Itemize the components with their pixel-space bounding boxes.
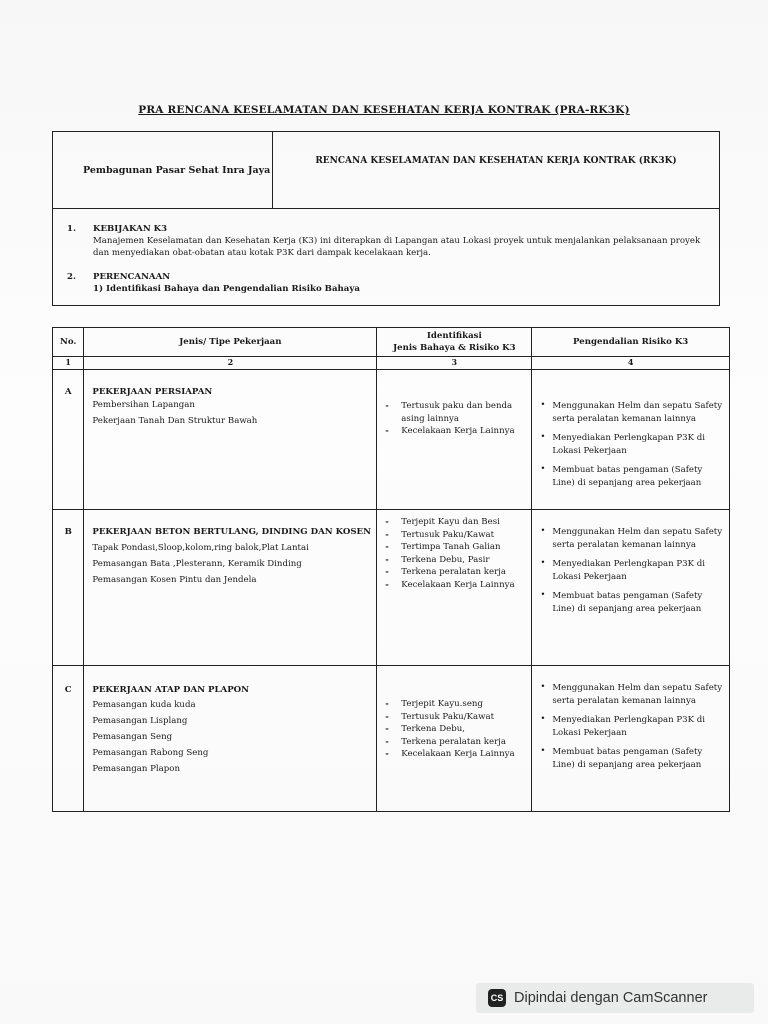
header-hazard-line1: Identifikasi <box>426 330 482 341</box>
control-item: • Menyediakan Perlengkapan P3K di Lokasi Pekerjaan <box>534 558 725 583</box>
index-3: 3 <box>377 357 532 370</box>
table-row <box>53 370 730 510</box>
job-title: PEKERJAAN PERSIAPAN <box>92 387 213 397</box>
job-title: PEKERJAAN BETON BERTULANG, DINDING DAN KOSEN <box>92 527 371 537</box>
section-2-heading <box>67 271 711 283</box>
project-name: Pembagunan Pasar Sehat Inra Jaya <box>53 132 273 208</box>
hazard-item: - Terkena Debu, Pasir <box>379 554 527 567</box>
document-frame <box>52 131 720 306</box>
section-2-subtitle: 1) Identifikasi Bahaya dan Pengendalian Risiko Bahaya <box>93 284 360 294</box>
table-header-row <box>53 328 730 357</box>
header-control: Pengendalian Risiko K3 <box>532 328 730 357</box>
job-item: Pembersihan Lapangan <box>92 399 195 410</box>
hazard-item: - Tertusuk paku dan benda asing lainnya <box>379 400 527 425</box>
table-row <box>53 666 730 812</box>
hazard-item: - Terkena peralatan kerja <box>379 566 527 579</box>
index-4: 4 <box>532 357 730 370</box>
hazard-item: - Terkena Debu, <box>379 723 527 736</box>
control-item: • Menggunakan Helm dan sepatu Safety serta peralatan kemanan lainnya <box>534 526 725 551</box>
job-title: PEKERJAAN ATAP DAN PLAPON <box>92 685 250 695</box>
hazard-item: - Tertusuk Paku/Kawat <box>379 529 527 542</box>
control-item: • Menyediakan Perlengkapan P3K di Lokasi Pekerjaan <box>534 432 725 457</box>
index-2: 2 <box>84 357 377 370</box>
control-item: • Membuat batas pengaman (Safety Line) di sepanjang area pekerjaan <box>534 464 725 489</box>
control-item: • Menggunakan Helm dan sepatu Safety serta peralatan kemanan lainnya <box>534 682 725 707</box>
hazard-item: - Terkena peralatan kerja <box>379 736 527 749</box>
document-title: PRA RENCANA KESELAMATAN DAN KESEHATAN KERJA KONTRAK (PRA-RK3K) <box>138 104 630 116</box>
index-1: 1 <box>53 357 84 370</box>
job-item: Pemasangan Rabong Seng <box>92 747 209 758</box>
section-2-number: 2. <box>67 272 76 282</box>
hazard-item: - Tertusuk Paku/Kawat <box>379 711 527 724</box>
table-index-row <box>53 357 730 370</box>
job-item: Pemasangan Kosen Pintu dan Jendela <box>92 575 257 585</box>
camscanner-logo-icon: CS <box>488 989 506 1007</box>
row-number: B <box>64 527 72 537</box>
control-item: • Membuat batas pengaman (Safety Line) di sepanjang area pekerjaan <box>534 746 725 771</box>
control-item: • Menyediakan Perlengkapan P3K di Lokasi Pekerjaan <box>534 714 725 739</box>
header-hazard-line2: Jenis Bahaya & Risiko K3 <box>393 343 516 353</box>
policy-section <box>53 209 719 305</box>
header-hazard <box>377 328 532 357</box>
hazard-item: - Kecelakaan Kerja Lainnya <box>379 425 527 438</box>
camscanner-label: Dipindai dengan CamScanner <box>514 990 708 1006</box>
camscanner-watermark <box>476 983 754 1013</box>
section-1-title: KEBIJAKAN K3 <box>93 224 168 234</box>
job-item: Tapak Pondasi,Sloop,kolom,ring balok,Plat Lantai <box>92 543 309 553</box>
header-no: No. <box>53 328 84 357</box>
row-number: A <box>64 387 72 397</box>
hazard-item: - Terjepit Kayu dan Besi <box>379 516 527 529</box>
plan-title: RENCANA KESELAMATAN DAN KESEHATAN KERJA KONTRAK (RK3K) <box>315 156 677 166</box>
row-number: C <box>64 685 72 695</box>
control-item: • Membuat batas pengaman (Safety Line) di sepanjang area pekerjaan <box>534 590 725 615</box>
control-item: • Menggunakan Helm dan sepatu Safety serta peralatan kemanan lainnya <box>534 400 725 425</box>
table-row <box>53 510 730 666</box>
header-job: Jenis/ Tipe Pekerjaan <box>84 328 377 357</box>
section-2-title: PERENCANAAN <box>93 272 171 282</box>
job-item: Pemasangan Seng <box>92 731 173 742</box>
section-1-number: 1. <box>67 224 76 234</box>
hazard-table <box>52 327 730 812</box>
job-item: Pemasangan Bata ,Plesterann, Keramik Dinding <box>92 559 302 569</box>
job-item: Pemasangan Lisplang <box>92 715 188 726</box>
hazard-item: - Kecelakaan Kerja Lainnya <box>379 748 527 761</box>
hazard-item: - Tertimpa Tanah Galian <box>379 541 527 554</box>
job-item: Pekerjaan Tanah Dan Struktur Bawah <box>92 416 258 426</box>
hazard-item: - Terjepit Kayu.seng <box>379 698 527 711</box>
job-item: Pemasangan kuda kuda <box>92 699 196 710</box>
section-1-body: Manajemen Keselamatan dan Kesehatan Kerja (K3) ini diterapkan di Lapangan atau Lokasi proyek untuk menjalankan pelaksanaan proyek dan menyediakan obat-obatan atau kotak P3K dari dampak kecelakaan kerja. <box>93 236 701 258</box>
header-row <box>53 132 719 209</box>
hazard-item: - Kecelakaan Kerja Lainnya <box>379 579 527 592</box>
job-item: Pemasangan Plapon <box>92 763 180 774</box>
section-1-heading <box>67 223 711 235</box>
